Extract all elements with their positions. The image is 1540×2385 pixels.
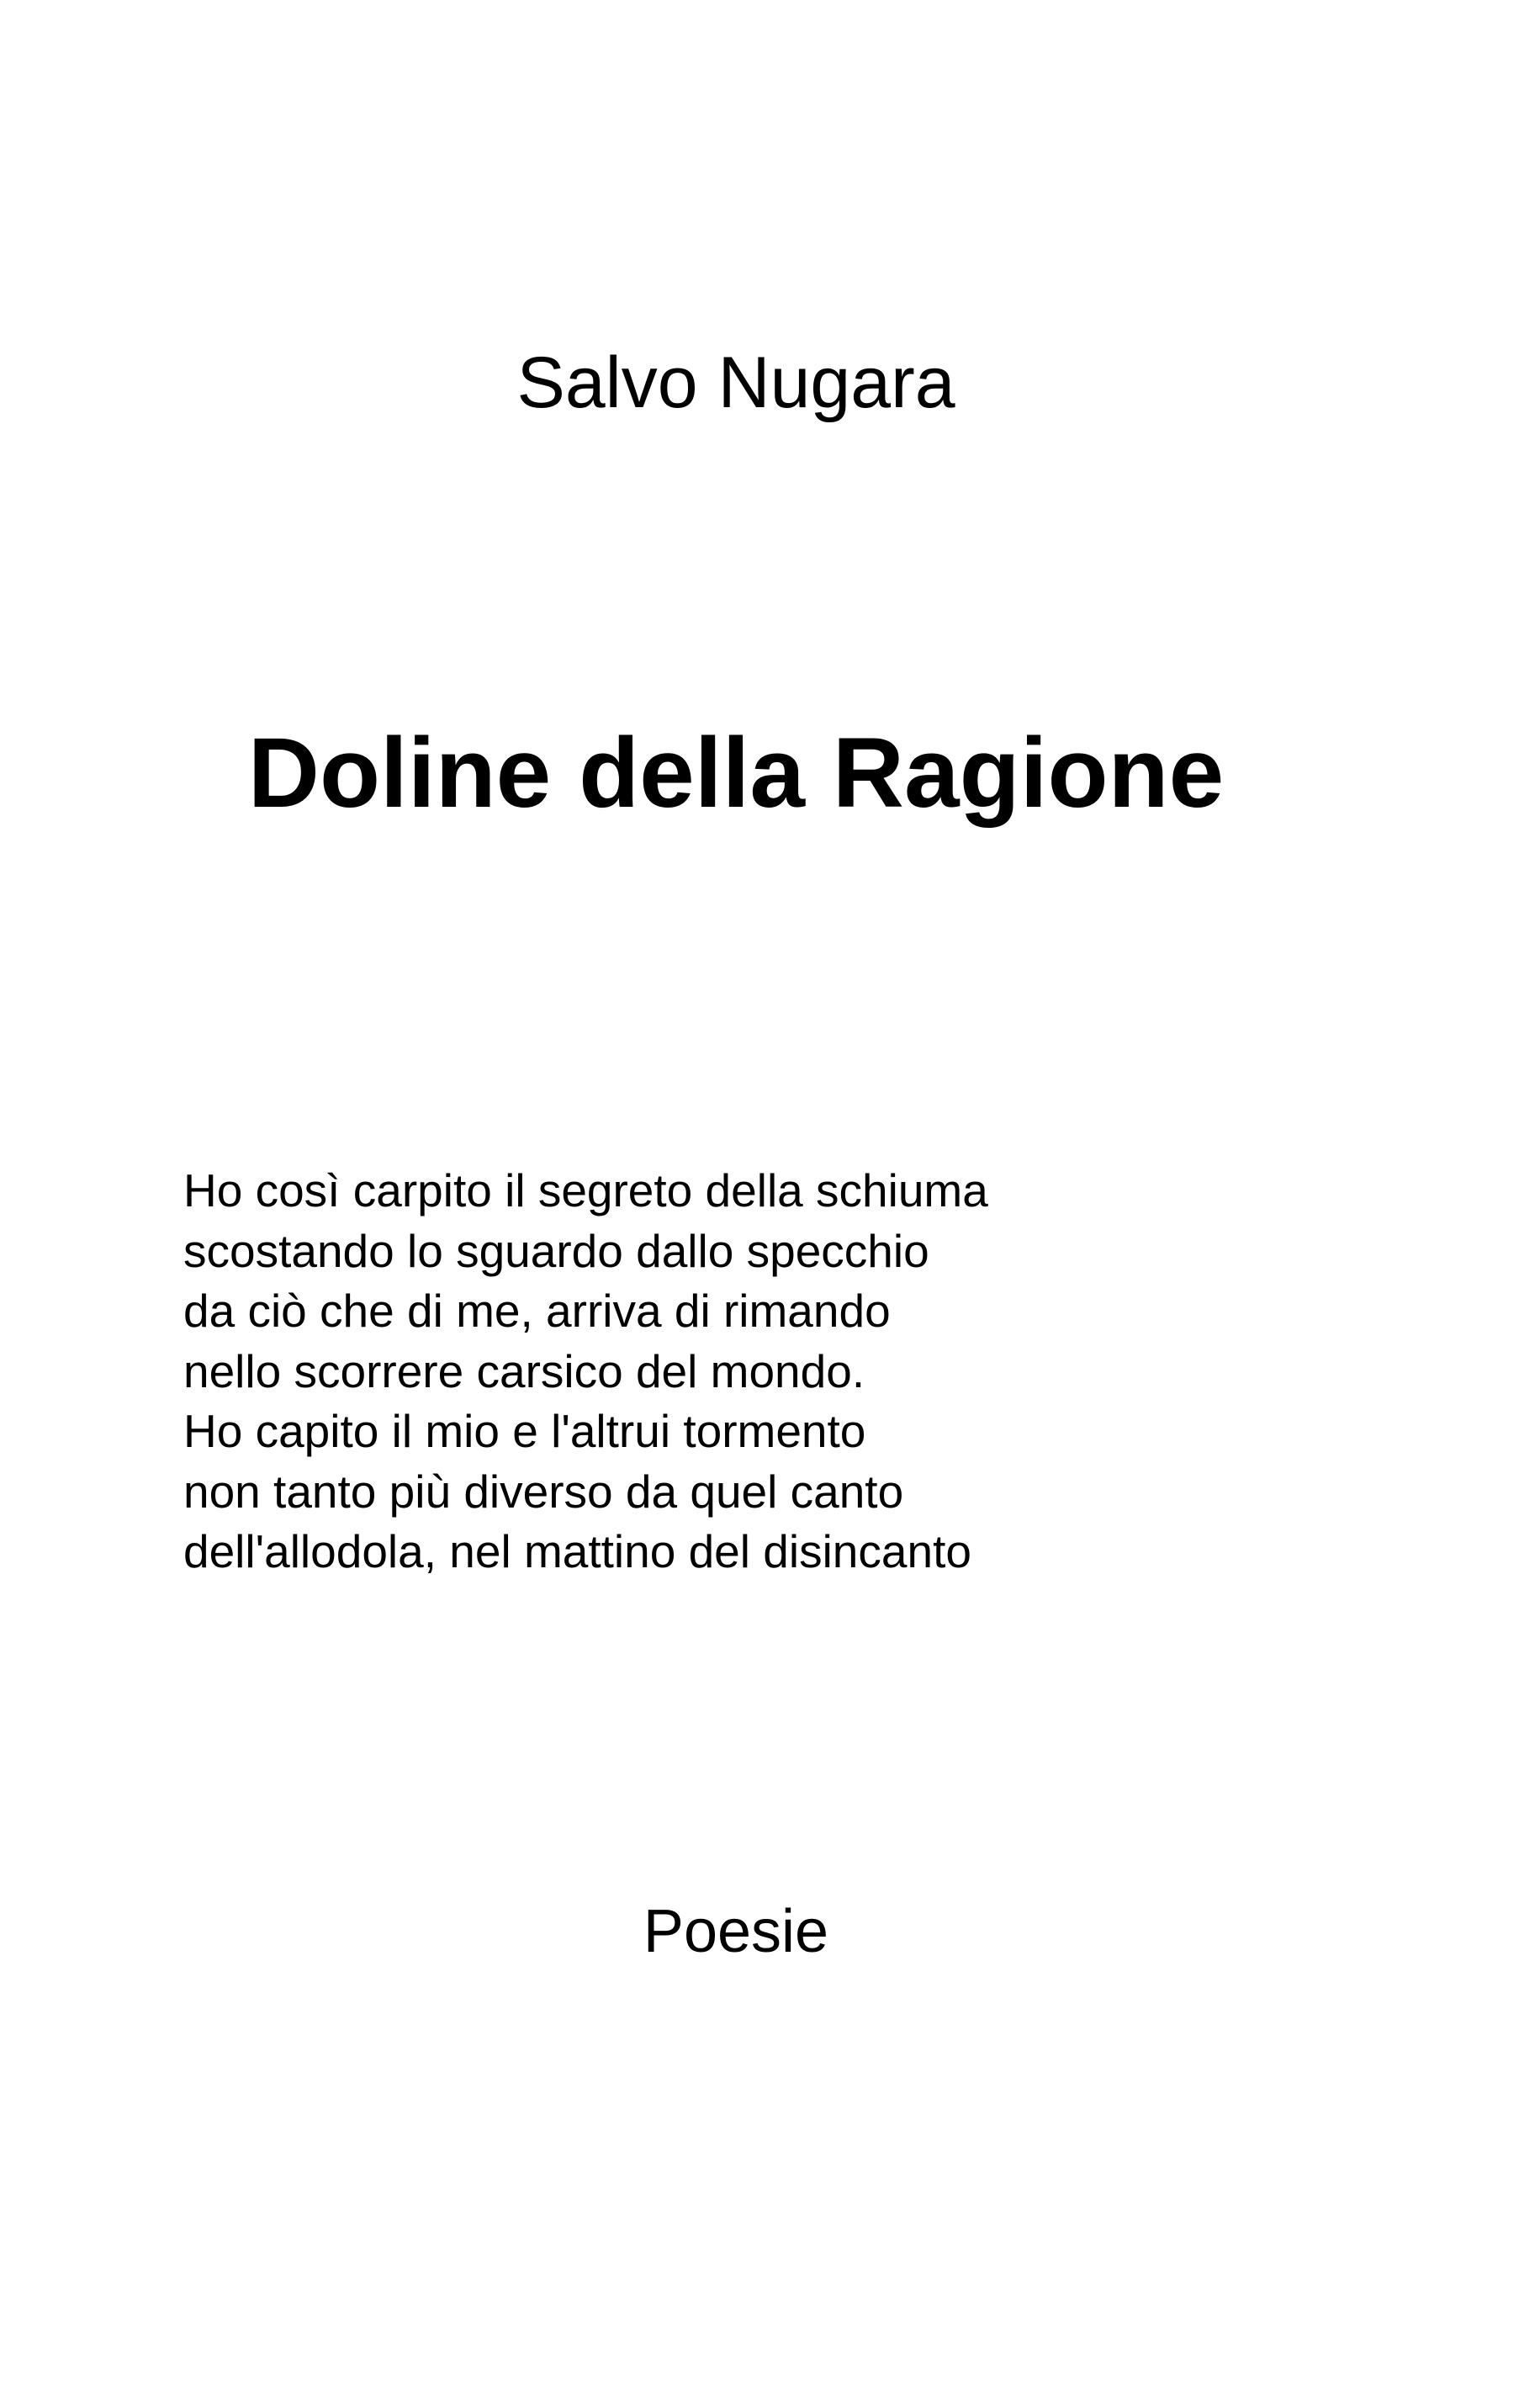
poem-excerpt xyxy=(183,1161,988,1582)
poem-line: scostando lo sguardo dallo specchio xyxy=(183,1224,929,1277)
poem-line: Ho così carpito il segreto della schiuma xyxy=(183,1164,988,1216)
poem-line: dell'allodola, nel mattino del disincanto xyxy=(183,1525,971,1577)
poem-line: Ho capito il mio e l'altrui tormento xyxy=(183,1405,866,1457)
poem-line: non tanto più diverso da quel canto xyxy=(183,1465,904,1518)
poem-line: nello scorrere carsico del mondo. xyxy=(183,1344,865,1397)
author-name: Salvo Nugara xyxy=(516,342,955,423)
book-title: Doline della Ragione xyxy=(247,718,1225,829)
poem-line: da ciò che di me, arriva di rimando xyxy=(183,1285,891,1337)
genre-label: Poesie xyxy=(643,1898,829,1965)
